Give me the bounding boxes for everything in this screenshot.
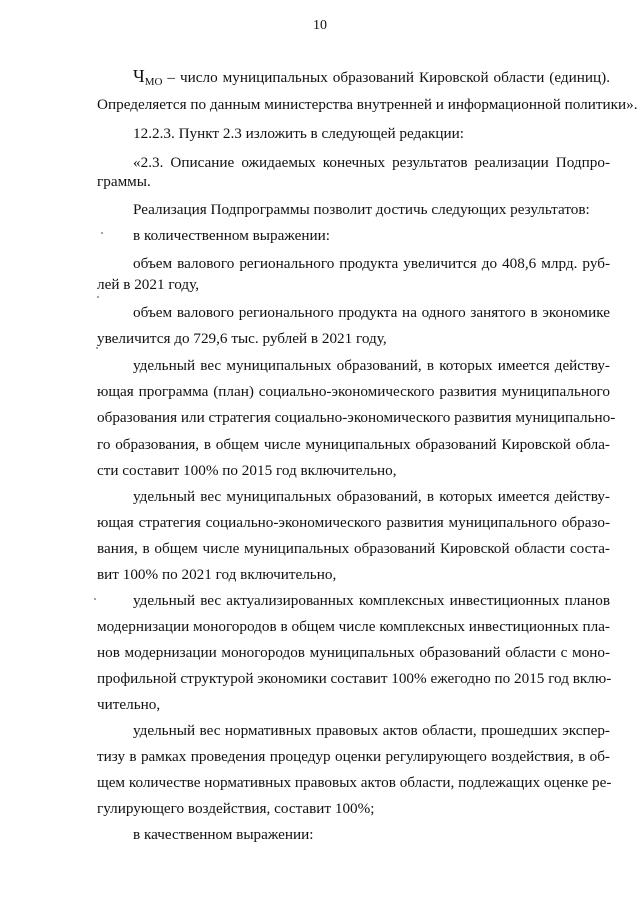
scan-speck xyxy=(96,347,98,349)
scan-speck xyxy=(94,598,96,600)
text-line: удельный вес нормативных правовых актов области, прошедших экспер- xyxy=(133,722,610,739)
text-line: модернизации моногородов в общем числе комплексных инвестиционных пла- xyxy=(97,618,610,635)
text-line: образования или стратегия социально-экономического развития муниципально- xyxy=(97,409,616,426)
text-line: объем валового регионального продукта увеличится до 408,6 млрд. руб- xyxy=(133,255,610,272)
text-line: Реализация Подпрограммы позволит достичь следующих результатов: xyxy=(133,201,590,218)
text-line: 12.2.3. Пункт 2.3 изложить в следующей редакции: xyxy=(133,125,464,142)
text-line: вания, в общем числе муниципальных образований Кировской области соста- xyxy=(97,540,610,557)
text-line: чительно, xyxy=(97,696,161,713)
text-line: го образования, в общем числе муниципальных образований Кировской обла- xyxy=(97,436,610,453)
text-line: удельный вес актуализированных комплексных инвестиционных планов xyxy=(133,592,610,609)
scan-speck xyxy=(101,232,103,234)
scan-speck xyxy=(97,296,99,298)
text-line: вит 100% по 2021 год включительно, xyxy=(97,566,337,583)
text-line: объем валового регионального продукта на одного занятого в экономике xyxy=(133,304,610,321)
text-line: щем количестве нормативных правовых актов области, подлежащих оценке ре- xyxy=(97,774,612,791)
text-line: увеличится до 729,6 тыс. рублей в 2021 году, xyxy=(97,330,387,347)
text-line: лей в 2021 году, xyxy=(97,276,199,293)
formula-subscript: МО xyxy=(144,76,163,88)
page-number: 10 xyxy=(313,18,327,33)
text-line: «2.3. Описание ожидаемых конечных результатов реализации Подпро- xyxy=(133,154,610,171)
text-line: граммы. xyxy=(97,173,151,190)
text-line: в количественном выражении: xyxy=(133,227,330,244)
text-line: удельный вес муниципальных образований, в которых имеется действу- xyxy=(133,357,610,374)
text-line: ющая программа (план) социально-экономического развития муниципального xyxy=(97,383,610,400)
text-line: в качественном выражении: xyxy=(133,826,314,843)
text-line: сти составит 100% по 2015 год включительно, xyxy=(97,462,397,479)
text-line: ющая стратегия социально-экономического развития муниципального образо- xyxy=(97,514,610,531)
text-line: профильной структурой экономики составит 100% ежегодно по 2015 год вклю- xyxy=(97,670,612,687)
formula-symbol: Ч xyxy=(133,66,145,86)
text-line: нов модернизации моногородов муниципальных образований области с моно- xyxy=(97,644,610,661)
text-line: Определяется по данным министерства внутренней и информационной политики». xyxy=(97,96,638,113)
formula-definition-text: – число муниципальных образований Кировской области (единиц). xyxy=(162,69,610,86)
text-line: удельный вес муниципальных образований, в которых имеется действу- xyxy=(133,488,610,505)
text-line: тизу в рамках проведения процедур оценки регулирующего воздействия, в об- xyxy=(97,748,610,765)
formula-definition-line xyxy=(133,66,610,92)
text-line: гулирующего воздействия, составит 100%; xyxy=(97,800,375,817)
